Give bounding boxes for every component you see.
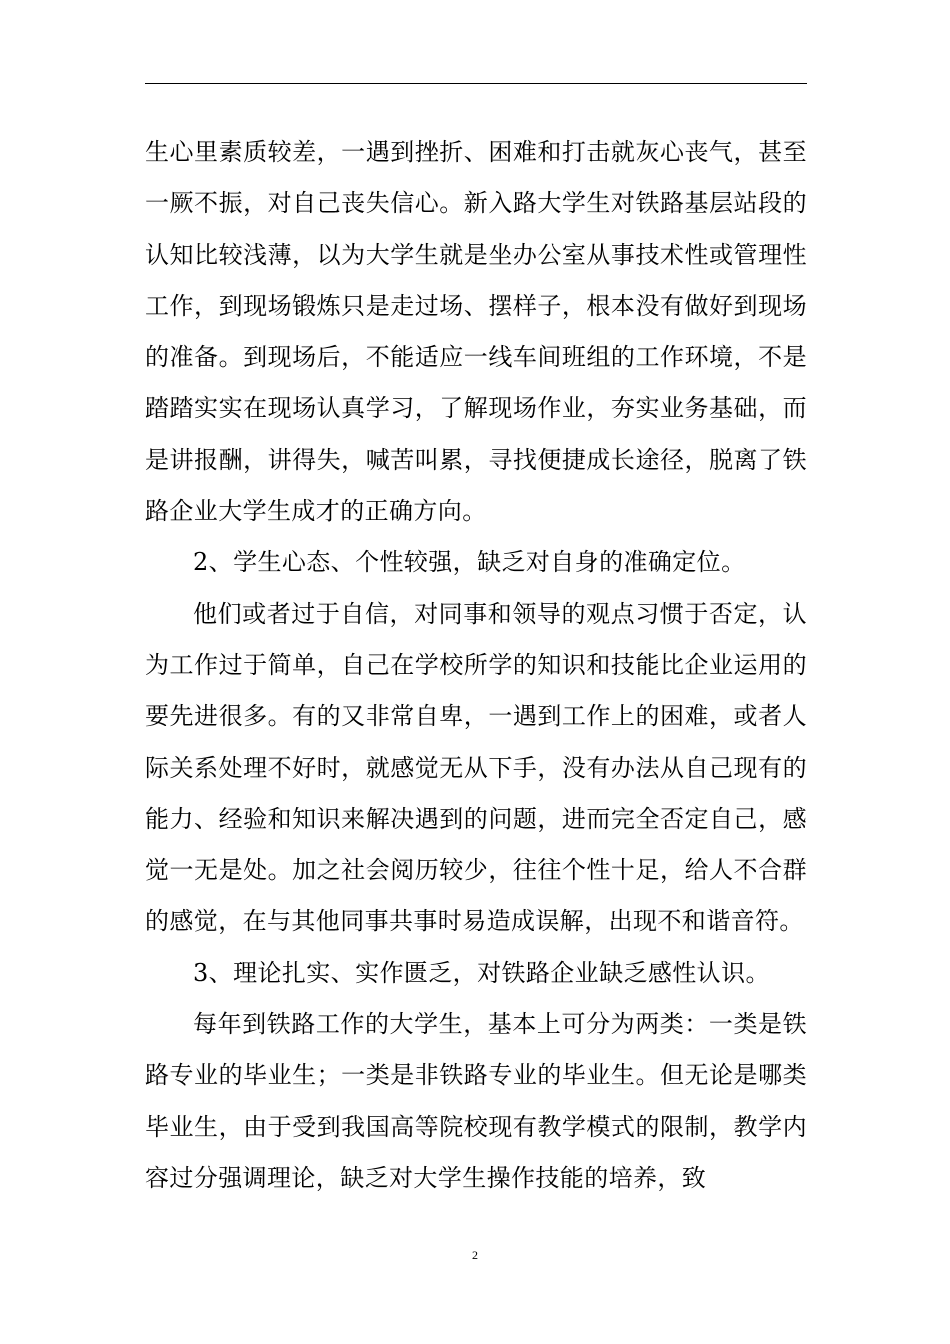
heading-3-theory: 3、理论扎实、实作匮乏，对铁路企业缺乏感性认识。 <box>193 958 770 987</box>
page-body <box>145 127 807 1204</box>
heading-2-mindset: 2、学生心态、个性较强，缺乏对自身的准确定位。 <box>193 548 746 577</box>
page-number: 2 <box>472 1248 478 1262</box>
paragraph-3: 他们或者过于自信，对同事和领导的观点习惯于否定，认为工作过于简单，自己在学校所学的知识和技能比企业运用的要先进很多。有的又非常自卑，一遇到工作上的困难，或者人际关系处理不好时，就感觉无从下手，没有办法从自己现有的能力、经验和知识来解决遇到的问题，进而完全否定自己，感觉一无是处。加之社会阅历较少，往往个性十足，给人不合群的感觉，在与其他同事共事时易造成误解，出现不和谐音符。 <box>145 599 807 936</box>
paragraph-5: 每年到铁路工作的大学生，基本上可分为两类：一类是铁路专业的毕业生；一类是非铁路专业的毕业生。但无论是哪类毕业生，由于受到我国高等院校现有教学模式的限制，教学内容过分强调理论，缺乏对大学生操作技能的培养，致 <box>145 1010 807 1192</box>
paragraph-1: 生心里素质较差，一遇到挫折、困难和打击就灰心丧气，甚至一厥不振，对自己丧失信心。新入路大学生对铁路基层站段的认知比较浅薄，以为大学生就是坐办公室从事技术性或管理性工作，到现场锻炼只是走过场、摆样子，根本没有做好到现场的准备。到现场后，不能适应一线车间班组的工作环境，不是踏踏实实在现场认真学习，了解现场作业，夯实业务基础，而是讲报酬，讲得失，喊苦叫累，寻找便捷成长途径，脱离了铁路企业大学生成才的正确方向。 <box>145 138 807 526</box>
header-rule <box>145 83 807 84</box>
